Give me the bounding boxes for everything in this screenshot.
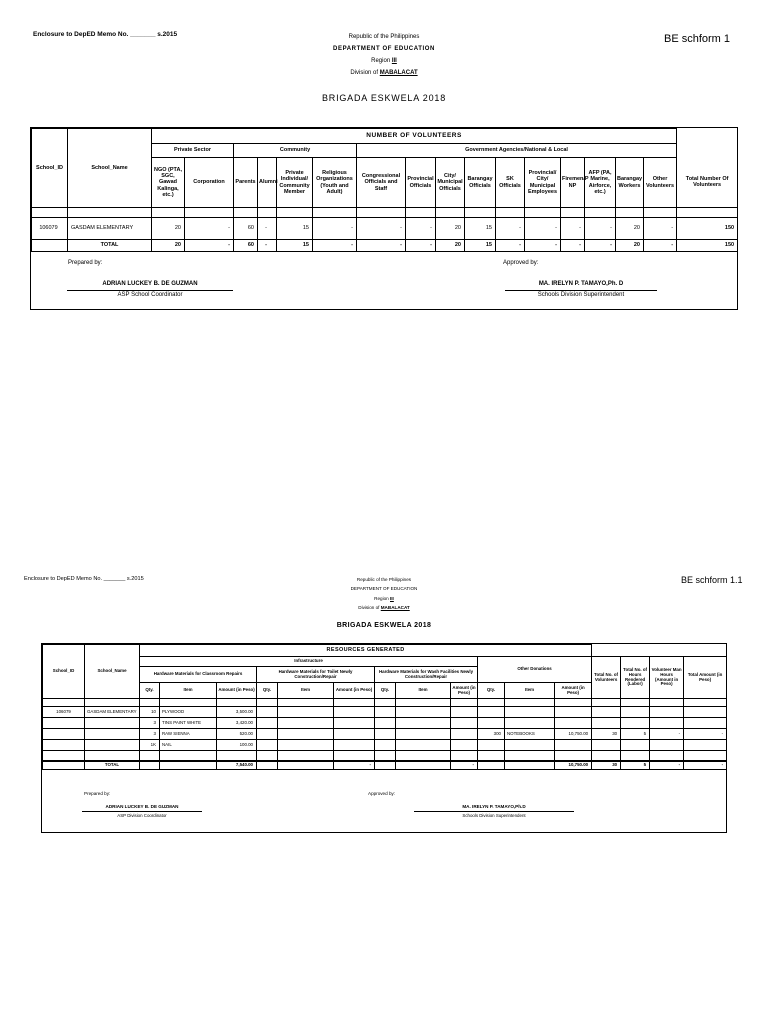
cell-school-name: GASDAM ELEMENTARY: [85, 707, 140, 718]
cell-volunteers: [592, 707, 621, 718]
cell-total-amount: [684, 718, 727, 729]
cell-other-amount: [555, 707, 592, 718]
col-city-municipal-officials: City/ Municipal Officials: [436, 158, 465, 208]
cell-amount: 520.00: [217, 729, 257, 740]
col-congressional: Congressional Officials and Staff: [357, 158, 406, 208]
approved-by-name: MA. IRELYN P. TAMAYO,Ph. D: [538, 281, 624, 287]
cell-other-qty: 300: [478, 729, 505, 740]
prepared-by-title: ASP School Coordinator: [67, 290, 233, 298]
header-manhours: Volunteer Man Hours (Amount in Peso): [650, 657, 684, 699]
cell-value: 20: [152, 218, 185, 240]
cell-hours: [621, 707, 650, 718]
col-other-volunteers: Other Volunteers: [644, 158, 677, 208]
cell-other-qty: [478, 707, 505, 718]
cell-other-item: [505, 718, 555, 729]
cell-volunteers: 30: [592, 729, 621, 740]
col-alumni: Alumni: [258, 158, 277, 208]
form-code: BE schform 1.1: [681, 575, 743, 585]
cell-value: 60: [234, 218, 258, 240]
cell-school-name: GASDAM ELEMENTARY: [68, 218, 152, 240]
table-row: [43, 729, 727, 740]
cell-value: -: [258, 218, 277, 240]
volunteers-table: [31, 128, 738, 252]
header-total-amount: Total Amount (in Peso): [684, 657, 727, 699]
group-community: Community: [234, 144, 357, 158]
cell-value: -: [496, 218, 525, 240]
group-classroom-repairs: Hardware Materials for Classroom Repairs: [140, 667, 257, 683]
sub-qty: Qty.: [140, 683, 160, 699]
col-private-individual: Private Individual/ Community Member: [277, 158, 313, 208]
sub-item: Item: [505, 683, 555, 699]
cell-other-item: NOTEBOOKS: [505, 729, 555, 740]
header-total-volunteers: Total Number Of Volunteers: [677, 158, 738, 208]
cell-school-name: [85, 740, 140, 751]
division-label: Division of: [358, 605, 380, 610]
region-line: [304, 596, 464, 601]
cell-value: -: [406, 218, 436, 240]
cell-qty: 3: [140, 718, 160, 729]
total-value: 20: [152, 240, 185, 252]
department-line: DEPARTMENT OF EDUCATION: [350, 586, 418, 591]
header-resources-generated: RESOURCES GENERATED: [140, 645, 592, 657]
col-provincial-officials: Provincial Officials: [406, 158, 436, 208]
header-school-name: School_Name: [85, 645, 140, 699]
total-row: [43, 761, 727, 770]
spacer-row: [43, 699, 727, 707]
col-lgu-employees: Provincial/ City/ Municipal Employees: [525, 158, 561, 208]
cell-hours: [621, 740, 650, 751]
cell-value: 20: [436, 218, 465, 240]
cell-total-amount: [684, 707, 727, 718]
republic-line: Republic of the Philippines: [356, 577, 412, 582]
cell-hours: 5: [621, 729, 650, 740]
division-label: Division of: [350, 70, 379, 76]
header-total-volunteers: Total No. of Volunteers: [592, 657, 621, 699]
total-manhours: -: [650, 761, 684, 770]
sub-amount: Amount (in Peso): [451, 683, 478, 699]
form-code: BE schform 1: [664, 33, 731, 45]
cell-other-amount: [555, 718, 592, 729]
total-classroom-amount: 7,540.00: [217, 761, 257, 770]
cell-value: -: [313, 218, 357, 240]
cell-other-item: [505, 707, 555, 718]
cell-other-qty: [478, 718, 505, 729]
cell-manhours: -: [650, 729, 684, 740]
cell-amount: 100.00: [217, 740, 257, 751]
region-value: III: [391, 58, 397, 64]
total-value: -: [406, 240, 436, 252]
approved-by-title: Schools Division Superintendent: [505, 290, 657, 298]
cell-total-amount: [684, 740, 727, 751]
cell-total: 150: [677, 218, 738, 240]
cell-amount: 3,500.00: [217, 707, 257, 718]
cell-total-amount: -: [684, 729, 727, 740]
prepared-by-label: Prepared by:: [84, 791, 111, 796]
header-blank: [592, 645, 727, 657]
cell-other-item: [505, 740, 555, 751]
cell-school-id: [43, 729, 85, 740]
division-value: MABALACAT: [379, 70, 418, 76]
republic-line: Republic of the Philippines: [348, 34, 420, 40]
volunteers-panel: [30, 127, 738, 310]
cell-school-name: [85, 718, 140, 729]
total-amount: -: [684, 761, 727, 770]
total-grand: 150: [677, 240, 738, 252]
total-value: -: [585, 240, 616, 252]
header-school-name: School_Name: [68, 129, 152, 208]
region-line: [284, 58, 484, 64]
enclosure-note: Enclosure to DepED Memo No. _______ s.2015: [24, 576, 144, 582]
approved-by-label: Approved by:: [503, 260, 539, 266]
group-wash: Hardware Materials for Wash Facilities Newly Construction/Repair: [375, 667, 478, 683]
sub-qty: Qty.: [375, 683, 396, 699]
cell-school-id: 106079: [32, 218, 68, 240]
sub-item: Item: [278, 683, 334, 699]
resources-table: [42, 644, 727, 770]
total-row: [32, 240, 738, 252]
cell-other-amount: 10,750.00: [555, 729, 592, 740]
header-school-id: School_ID: [43, 645, 85, 699]
total-hours: 5: [621, 761, 650, 770]
sub-qty: Qty.: [478, 683, 505, 699]
header-school-id: School_ID: [32, 129, 68, 208]
cell-value: 20: [616, 218, 644, 240]
cell-item: RAW SIENNA: [160, 729, 217, 740]
approved-by-label: Approved by:: [368, 791, 396, 796]
table-row: [43, 707, 727, 718]
group-government: Government Agencies/National & Local: [357, 144, 677, 158]
header-total-hours: Total No. of Hours Rendered (Labor): [621, 657, 650, 699]
group-private-sector: Private Sector: [152, 144, 234, 158]
cell-item: NAIL: [160, 740, 217, 751]
col-religious-orgs: Religious Organizations (Youth and Adult): [313, 158, 357, 208]
col-firemen-pnp: Firemen/P NP: [561, 158, 585, 208]
total-value: -: [496, 240, 525, 252]
cell-value: -: [525, 218, 561, 240]
prepared-by-title: ASP Division Coordinator: [82, 811, 202, 818]
sub-amount: Amount (in Peso): [334, 683, 375, 699]
cell-value: -: [644, 218, 677, 240]
cell-hours: [621, 718, 650, 729]
total-volunteers: 30: [592, 761, 621, 770]
total-wash-amount: -: [451, 761, 478, 770]
division-line: [284, 70, 484, 76]
cell-value: -: [561, 218, 585, 240]
division-value: MABALACAT: [380, 605, 410, 610]
sub-amount: Amount (in Peso): [217, 683, 257, 699]
col-barangay-officials: Barangay Officials: [465, 158, 496, 208]
cell-value: 15: [465, 218, 496, 240]
total-value: 20: [616, 240, 644, 252]
cell-value: -: [185, 218, 234, 240]
col-afp: AFP (PA, Marine, Airforce, etc.): [585, 158, 616, 208]
enclosure-note: Enclosure to DepED Memo No. _______ s.2015: [33, 31, 178, 38]
prepared-by-label: Prepared by:: [68, 260, 103, 266]
cell-other-qty: [478, 740, 505, 751]
col-corporation: Corporation: [185, 158, 234, 208]
cell-qty: 3: [140, 729, 160, 740]
header-total-spacer: [677, 129, 738, 158]
total-value: 60: [234, 240, 258, 252]
total-value: -: [644, 240, 677, 252]
total-value: -: [313, 240, 357, 252]
total-toilet-amount: -: [334, 761, 375, 770]
cell-value: 15: [277, 218, 313, 240]
region-value: III: [390, 596, 394, 601]
cell-value: -: [585, 218, 616, 240]
total-value: 15: [277, 240, 313, 252]
sub-qty: Qty.: [257, 683, 278, 699]
total-other-amount: 10,750.00: [555, 761, 592, 770]
cell-qty: 10: [140, 707, 160, 718]
total-value: -: [185, 240, 234, 252]
header-number-of-volunteers: NUMBER OF VOLUNTEERS: [152, 129, 677, 144]
col-parents: Parents: [234, 158, 258, 208]
cell-school-id: 106079: [43, 707, 85, 718]
sub-amount: Amount (in Peso): [555, 683, 592, 699]
cell-volunteers: [592, 718, 621, 729]
total-value: -: [561, 240, 585, 252]
total-value: -: [357, 240, 406, 252]
approved-by-name: MA. IRELYN P. TAMAYO,Ph.D: [462, 804, 526, 809]
col-ngo: NGO (PTA, SGC, Gawad Kalinga, etc.): [152, 158, 185, 208]
cell-other-amount: [555, 740, 592, 751]
spacer-row: [43, 751, 727, 761]
group-other-donations: Other Donations: [478, 657, 592, 683]
cell-volunteers: [592, 740, 621, 751]
cell-manhours: [650, 707, 684, 718]
table-row: [43, 740, 727, 751]
prepared-by-name: ADRIAN LUCKEY B. DE GUZMAN: [102, 281, 198, 287]
cell-item: PLYWOOD: [160, 707, 217, 718]
spacer-row: [32, 208, 738, 218]
group-infrastructure: Infrastructure: [140, 657, 478, 667]
cell-qty: 1K: [140, 740, 160, 751]
cell-manhours: [650, 718, 684, 729]
cell-value: -: [357, 218, 406, 240]
cell-school-id: [43, 718, 85, 729]
sub-item: Item: [396, 683, 451, 699]
resources-panel: [41, 643, 727, 833]
region-label: Region: [374, 596, 389, 601]
cell-item: TINS PAINT WHITE: [160, 718, 217, 729]
division-line: [304, 605, 464, 610]
cell-manhours: [650, 740, 684, 751]
cell-school-name: [85, 729, 140, 740]
table-row: [32, 218, 738, 240]
region-label: Region: [371, 58, 391, 64]
sub-item: Item: [160, 683, 217, 699]
department-line: DEPARTMENT OF EDUCATION: [333, 46, 435, 52]
total-value: -: [258, 240, 277, 252]
col-barangay-workers: Barangay Workers: [616, 158, 644, 208]
total-label: TOTAL: [68, 240, 152, 252]
total-label: TOTAL: [85, 761, 140, 770]
prepared-by-name: ADRIAN LUCKEY B. DE GUZMAN: [105, 804, 179, 809]
page-title: BRIGADA ESKWELA 2018: [336, 622, 432, 629]
total-value: -: [525, 240, 561, 252]
page-title: BRIGADA ESKWELA 2018: [321, 93, 447, 103]
total-value: 15: [465, 240, 496, 252]
col-sk-officials: SK Officials: [496, 158, 525, 208]
cell-amount: 3,420.00: [217, 718, 257, 729]
cell-school-id: [43, 740, 85, 751]
total-value: 20: [436, 240, 465, 252]
table-row: [43, 718, 727, 729]
approved-by-title: Schools Division Superintendent: [414, 811, 574, 818]
group-toilet: Hardware Materials for Toilet Newly Construction/Repair: [257, 667, 375, 683]
